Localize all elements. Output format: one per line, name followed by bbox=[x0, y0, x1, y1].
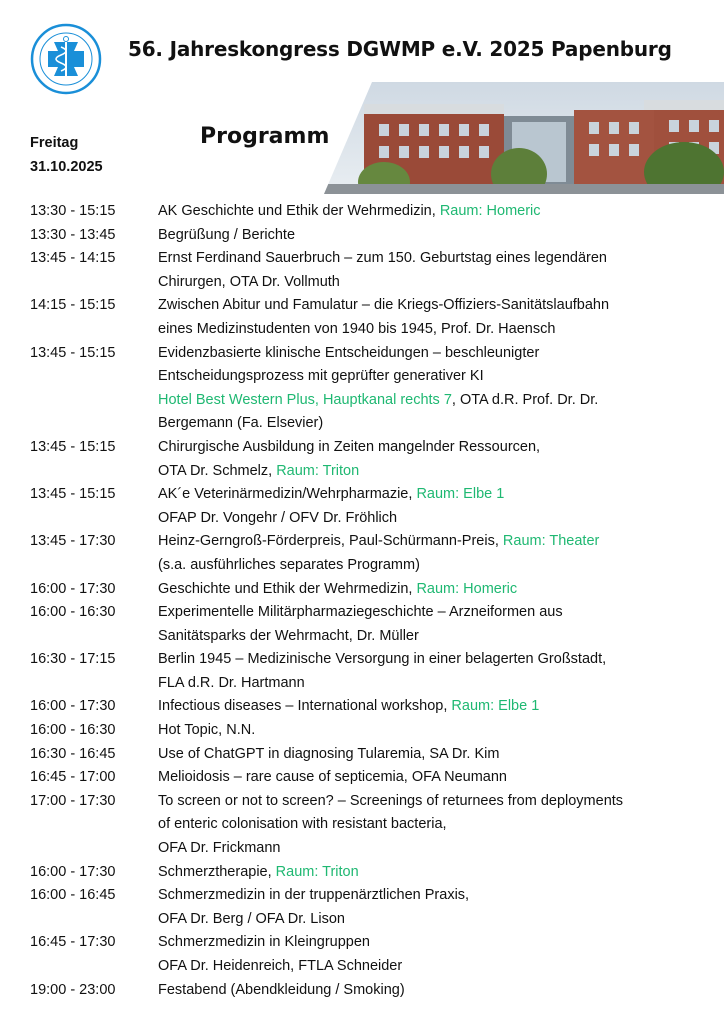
description-line bbox=[158, 837, 710, 861]
room-location: Raum: Homeric bbox=[416, 580, 518, 597]
description-line bbox=[158, 648, 710, 672]
session-text: Zwischen Abitur und Famulatur – die Kriegs-Offiziers-Sanitätslaufbahn bbox=[158, 297, 610, 314]
room-location: Raum: Triton bbox=[276, 462, 360, 479]
session-description bbox=[158, 342, 710, 436]
session-time: 16:00 - 17:30 bbox=[30, 698, 116, 715]
description-line bbox=[158, 884, 710, 908]
schedule-row bbox=[30, 648, 710, 695]
schedule-row bbox=[30, 342, 710, 436]
schedule-row bbox=[30, 979, 710, 1003]
session-description bbox=[158, 790, 710, 861]
description-line bbox=[158, 931, 710, 955]
session-text: OFA Dr. Berg / OFA Dr. Lison bbox=[158, 910, 345, 927]
session-description bbox=[158, 931, 710, 978]
session-text: OFA Dr. Heidenreich, FTLA Schneider bbox=[158, 958, 403, 974]
schedule-row bbox=[30, 743, 710, 767]
description-line bbox=[158, 365, 710, 389]
session-time: 13:45 - 15:15 bbox=[30, 344, 116, 361]
session-text: Chirurgen, OTA Dr. Vollmuth bbox=[158, 273, 340, 290]
description-line bbox=[158, 460, 710, 484]
description-line bbox=[158, 507, 710, 531]
schedule-row bbox=[30, 790, 710, 861]
schedule-row bbox=[30, 884, 710, 931]
description-line bbox=[158, 271, 710, 295]
session-time: 16:45 - 17:30 bbox=[30, 934, 116, 951]
session-description bbox=[158, 578, 710, 602]
session-text: FLA d.R. Dr. Hartmann bbox=[158, 674, 305, 691]
description-line bbox=[158, 224, 710, 248]
description-line bbox=[158, 695, 710, 719]
session-text: Evidenzbasierte klinische Entscheidungen – beschleunigter bbox=[158, 344, 540, 361]
session-text: Festabend (Abendkleidung / Smoking) bbox=[158, 981, 405, 998]
session-text: Schmerztherapie, bbox=[158, 863, 276, 880]
session-time: 16:00 - 16:45 bbox=[30, 887, 116, 904]
schedule-row bbox=[30, 695, 710, 719]
description-line bbox=[158, 318, 710, 342]
session-time: 13:45 - 15:15 bbox=[30, 486, 116, 503]
session-time: 16:30 - 17:15 bbox=[30, 651, 116, 668]
schedule-row bbox=[30, 530, 710, 577]
session-text: Experimentelle Militärpharmaziegeschichte – Arzneiformen aus bbox=[158, 604, 563, 621]
schedule-row bbox=[30, 719, 710, 743]
session-time: 17:00 - 17:30 bbox=[30, 792, 116, 809]
session-description bbox=[158, 530, 710, 577]
day-label: Freitag bbox=[30, 135, 79, 151]
session-text: Schmerzmedizin in Kleingruppen bbox=[158, 934, 370, 951]
session-text: Schmerzmedizin in der truppenärztlichen Praxis, bbox=[158, 887, 470, 904]
description-line bbox=[158, 719, 710, 743]
session-description bbox=[158, 766, 710, 790]
session-text: OFA Dr. Frickmann bbox=[158, 840, 281, 857]
session-text: To screen or not to screen? – Screenings of returnees from deployments bbox=[158, 792, 624, 809]
description-line bbox=[158, 766, 710, 790]
description-line bbox=[158, 813, 710, 837]
session-time: 16:30 - 16:45 bbox=[30, 745, 116, 762]
schedule-row bbox=[30, 766, 710, 790]
description-line bbox=[158, 625, 710, 649]
description-line bbox=[158, 955, 710, 979]
schedule-row bbox=[30, 601, 710, 648]
session-time: 13:30 - 13:45 bbox=[30, 226, 116, 243]
schedule-row bbox=[30, 931, 710, 978]
session-description bbox=[158, 979, 710, 1003]
session-text: of enteric colonisation with resistant bacteria, bbox=[158, 816, 447, 833]
session-text: OFAP Dr. Vongehr / OFV Dr. Fröhlich bbox=[158, 509, 398, 526]
description-line bbox=[158, 790, 710, 814]
session-text: Begrüßung / Berichte bbox=[158, 226, 296, 243]
schedule-row bbox=[30, 247, 710, 294]
session-time: 14:15 - 15:15 bbox=[30, 297, 116, 314]
session-text: Geschichte und Ethik der Wehrmedizin, bbox=[158, 580, 417, 597]
description-line bbox=[158, 530, 710, 554]
session-text: Berlin 1945 – Medizinische Versorgung in einer belagerten Großstadt, bbox=[158, 651, 607, 668]
session-text: Chirurgische Ausbildung in Zeiten mangelnder Ressourcen, bbox=[158, 438, 541, 455]
session-text: (s.a. ausführliches separates Programm) bbox=[158, 556, 420, 573]
room-location: Raum: Elbe 1 bbox=[451, 698, 540, 715]
session-text: AK Geschichte und Ethik der Wehrmedizin, bbox=[158, 203, 440, 219]
description-line bbox=[158, 436, 710, 460]
venue-photo bbox=[324, 82, 724, 194]
session-description bbox=[158, 224, 710, 248]
schedule-row bbox=[30, 578, 710, 602]
session-time: 13:45 - 15:15 bbox=[30, 438, 116, 455]
description-line bbox=[158, 412, 710, 436]
session-time: 16:00 - 17:30 bbox=[30, 580, 116, 597]
description-line bbox=[158, 979, 710, 1003]
schedule-row bbox=[30, 436, 710, 483]
session-description bbox=[158, 436, 710, 483]
room-location: Raum: Triton bbox=[275, 863, 359, 880]
session-time: 16:00 - 17:30 bbox=[30, 863, 116, 880]
room-location: Raum: Homeric bbox=[439, 203, 541, 219]
session-description bbox=[158, 695, 710, 719]
session-text: Heinz-Gerngroß-Förderpreis, Paul-Schürmann-Preis, bbox=[158, 533, 503, 550]
dgwmp-logo bbox=[30, 23, 102, 95]
session-description bbox=[158, 861, 710, 885]
session-description bbox=[158, 743, 710, 767]
session-text: Hot Topic, N.N. bbox=[158, 722, 256, 739]
description-line bbox=[158, 389, 710, 413]
session-description bbox=[158, 200, 710, 224]
schedule-row bbox=[30, 224, 710, 248]
session-time: 16:45 - 17:00 bbox=[30, 769, 116, 786]
description-line bbox=[158, 908, 710, 932]
session-time: 19:00 - 23:00 bbox=[30, 981, 116, 998]
session-description bbox=[158, 719, 710, 743]
session-text: eines Medizinstudenten von 1940 bis 1945, Prof. Dr. Haensch bbox=[158, 320, 556, 337]
description-line bbox=[158, 861, 710, 885]
description-line bbox=[158, 554, 710, 578]
description-line bbox=[158, 672, 710, 696]
session-text: Melioidosis – rare cause of septicemia, OFA Neumann bbox=[158, 769, 507, 786]
session-text: Ernst Ferdinand Sauerbruch – zum 150. Geburtstag eines legendären bbox=[158, 250, 607, 267]
session-description bbox=[158, 884, 710, 931]
session-description bbox=[158, 247, 710, 294]
session-text: AK´e Veterinärmedizin/Wehrpharmazie, bbox=[158, 486, 417, 503]
schedule-row bbox=[30, 294, 710, 341]
description-line bbox=[158, 294, 710, 318]
session-time: 13:45 - 14:15 bbox=[30, 250, 116, 267]
session-description bbox=[158, 483, 710, 530]
day-block bbox=[30, 131, 103, 179]
session-text: OTA Dr. Schmelz, bbox=[158, 462, 277, 479]
session-description bbox=[158, 294, 710, 341]
room-location: Raum: Theater bbox=[502, 533, 600, 550]
description-line bbox=[158, 483, 710, 507]
schedule-row bbox=[30, 483, 710, 530]
description-line bbox=[158, 578, 710, 602]
congress-title: 56. Jahreskongress DGWMP e.V. 2025 Papenburg bbox=[128, 37, 672, 61]
session-time: 13:30 - 15:15 bbox=[30, 203, 116, 219]
session-text: , OTA d.R. Prof. Dr. Dr. bbox=[451, 391, 599, 408]
room-location: Raum: Elbe 1 bbox=[416, 486, 505, 503]
description-line bbox=[158, 342, 710, 366]
schedule-list bbox=[30, 200, 710, 1002]
session-time: 16:00 - 16:30 bbox=[30, 722, 116, 739]
description-line bbox=[158, 743, 710, 767]
session-time: 16:00 - 16:30 bbox=[30, 604, 116, 621]
program-heading: Programm bbox=[200, 124, 330, 149]
session-time: 13:45 - 17:30 bbox=[30, 533, 116, 550]
schedule-row bbox=[30, 861, 710, 885]
date-label: 31.10.2025 bbox=[30, 159, 103, 175]
session-description bbox=[158, 648, 710, 695]
description-line bbox=[158, 247, 710, 271]
schedule-row bbox=[30, 200, 710, 224]
description-line bbox=[158, 601, 710, 625]
session-text: Bergemann (Fa. Elsevier) bbox=[158, 415, 324, 432]
room-location: Hotel Best Western Plus, Hauptkanal rechts 7 bbox=[158, 391, 452, 408]
session-text: Infectious diseases – International workshop, bbox=[158, 698, 452, 715]
session-description bbox=[158, 601, 710, 648]
session-text: Sanitätsparks der Wehrmacht, Dr. Müller bbox=[158, 627, 419, 644]
session-text: Entscheidungsprozess mit geprüfter generativer KI bbox=[158, 368, 484, 385]
description-line bbox=[158, 200, 710, 224]
session-text: Use of ChatGPT in diagnosing Tularemia, SA Dr. Kim bbox=[158, 745, 500, 762]
